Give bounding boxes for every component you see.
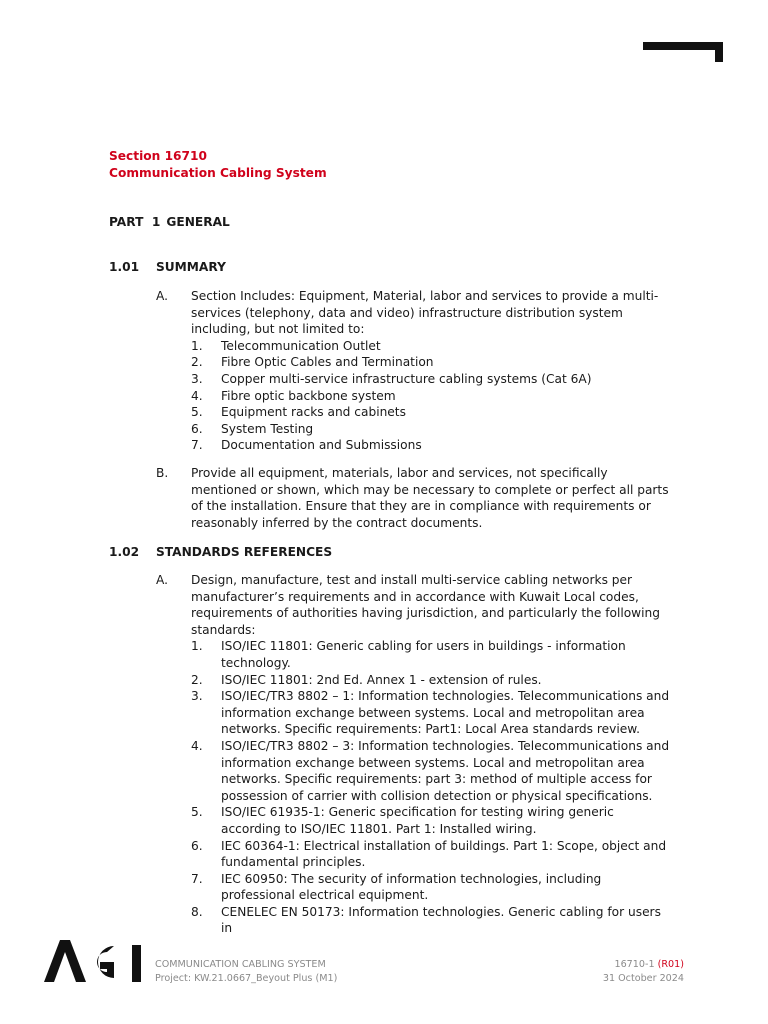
list-item: 7. Documentation and Submissions [191,438,422,453]
part-heading [109,214,230,231]
list-item: 3. Copper multi-service infrastructure cabling systems (Cat 6A) [191,371,592,386]
heading-1-01 [109,259,226,276]
list-item: 4. Fibre optic backbone system [191,388,396,403]
list-item: 2. ISO/IEC 11801: 2nd Ed. Annex 1 - extension of rules. [191,672,542,687]
corner-crop-mark [643,42,723,62]
footer-page-ref [603,958,684,972]
paragraph-text: Design, manufacture, test and install multi-service cabling networks per manufacturer’s requirements and in accordance with Kuwait Local codes, requirements of authorities having jurisdiction, and particularly the following standards: [191,573,660,637]
paragraph-1-02-a [156,572,676,937]
heading-title: STANDARDS REFERENCES [156,545,333,559]
paragraph-1-01-b [156,465,676,531]
revision-badge: (R01) [657,959,684,970]
list-item: 8. CENELEC EN 50173: Information technologies. Generic cabling for users in [191,904,661,936]
footer-doc-title: COMMUNICATION CABLING SYSTEM [155,959,326,970]
list-item: 6. IEC 60364-1: Electrical installation of buildings. Part 1: Scope, object and fundamental principles. [191,838,667,870]
standards-list [191,638,676,937]
company-logo [44,940,149,984]
paragraph-letter: A. [156,289,168,303]
list-item: 2. Fibre Optic Cables and Termination [191,355,434,370]
list-item: 5. Equipment racks and cabinets [191,405,406,420]
list-item: 4. ISO/IEC/TR3 8802 – 3: Information technologies. Telecommunications and information exchange between systems. Local and metropolitan area networks. Specific requirements: part 3: method of multiple access for possession of carrier with collision detection or physical specifications. [191,738,670,803]
paragraph-text: Provide all equipment, materials, labor and services, not specifically mentioned or shown, which may be necessary to complete or perfect all parts of the installation. Ensure that they are in compliance with requirements or reasonably inferred by the contract documents. [191,466,669,530]
footer-right [603,958,684,985]
page-number: 16710-1 [614,959,655,970]
list-item: 1. Telecommunication Outlet [191,338,381,353]
footer-date: 31 October 2024 [602,972,684,984]
part-label: PART 1 [109,215,161,229]
list-item: 6. System Testing [191,421,314,436]
paragraph-letter: B. [156,466,169,480]
heading-title: SUMMARY [156,260,226,274]
section-header [109,148,327,182]
list-item: 1. ISO/IEC 11801: Generic cabling for users in buildings - information technology. [191,639,626,670]
footer-project: Project: KW.21.0667_Beyout Plus (M1) [155,972,338,984]
heading-1-02 [109,544,332,561]
footer-left [155,958,337,985]
part-title: GENERAL [166,215,230,229]
list-item: 7. IEC 60950: The security of information technologies, including professional electrical equipment. [191,871,602,903]
paragraph-1-01-a [156,288,676,454]
list-item: 5. ISO/IEC 61935-1: Generic specification for testing wiring generic according to ISO/IEC 11801. Part 1: Installed wiring. [191,805,614,836]
summary-list [191,338,676,454]
paragraph-text: Section Includes: Equipment, Material, labor and services to provide a multi-services (telephony, data and video) infrastructure distribution system including, but not limited to: [191,289,659,337]
heading-number: 1.02 [109,545,140,559]
heading-number: 1.01 [109,260,140,274]
section-number: Section 16710 [109,149,207,163]
paragraph-letter: A. [156,573,168,587]
section-title: Communication Cabling System [109,166,327,180]
list-item: 3. ISO/IEC/TR3 8802 – 1: Information technologies. Telecommunications and information exchange between systems. Local and metropolitan area networks. Specific requirements: Part1: Local Area standards review. [191,689,670,737]
